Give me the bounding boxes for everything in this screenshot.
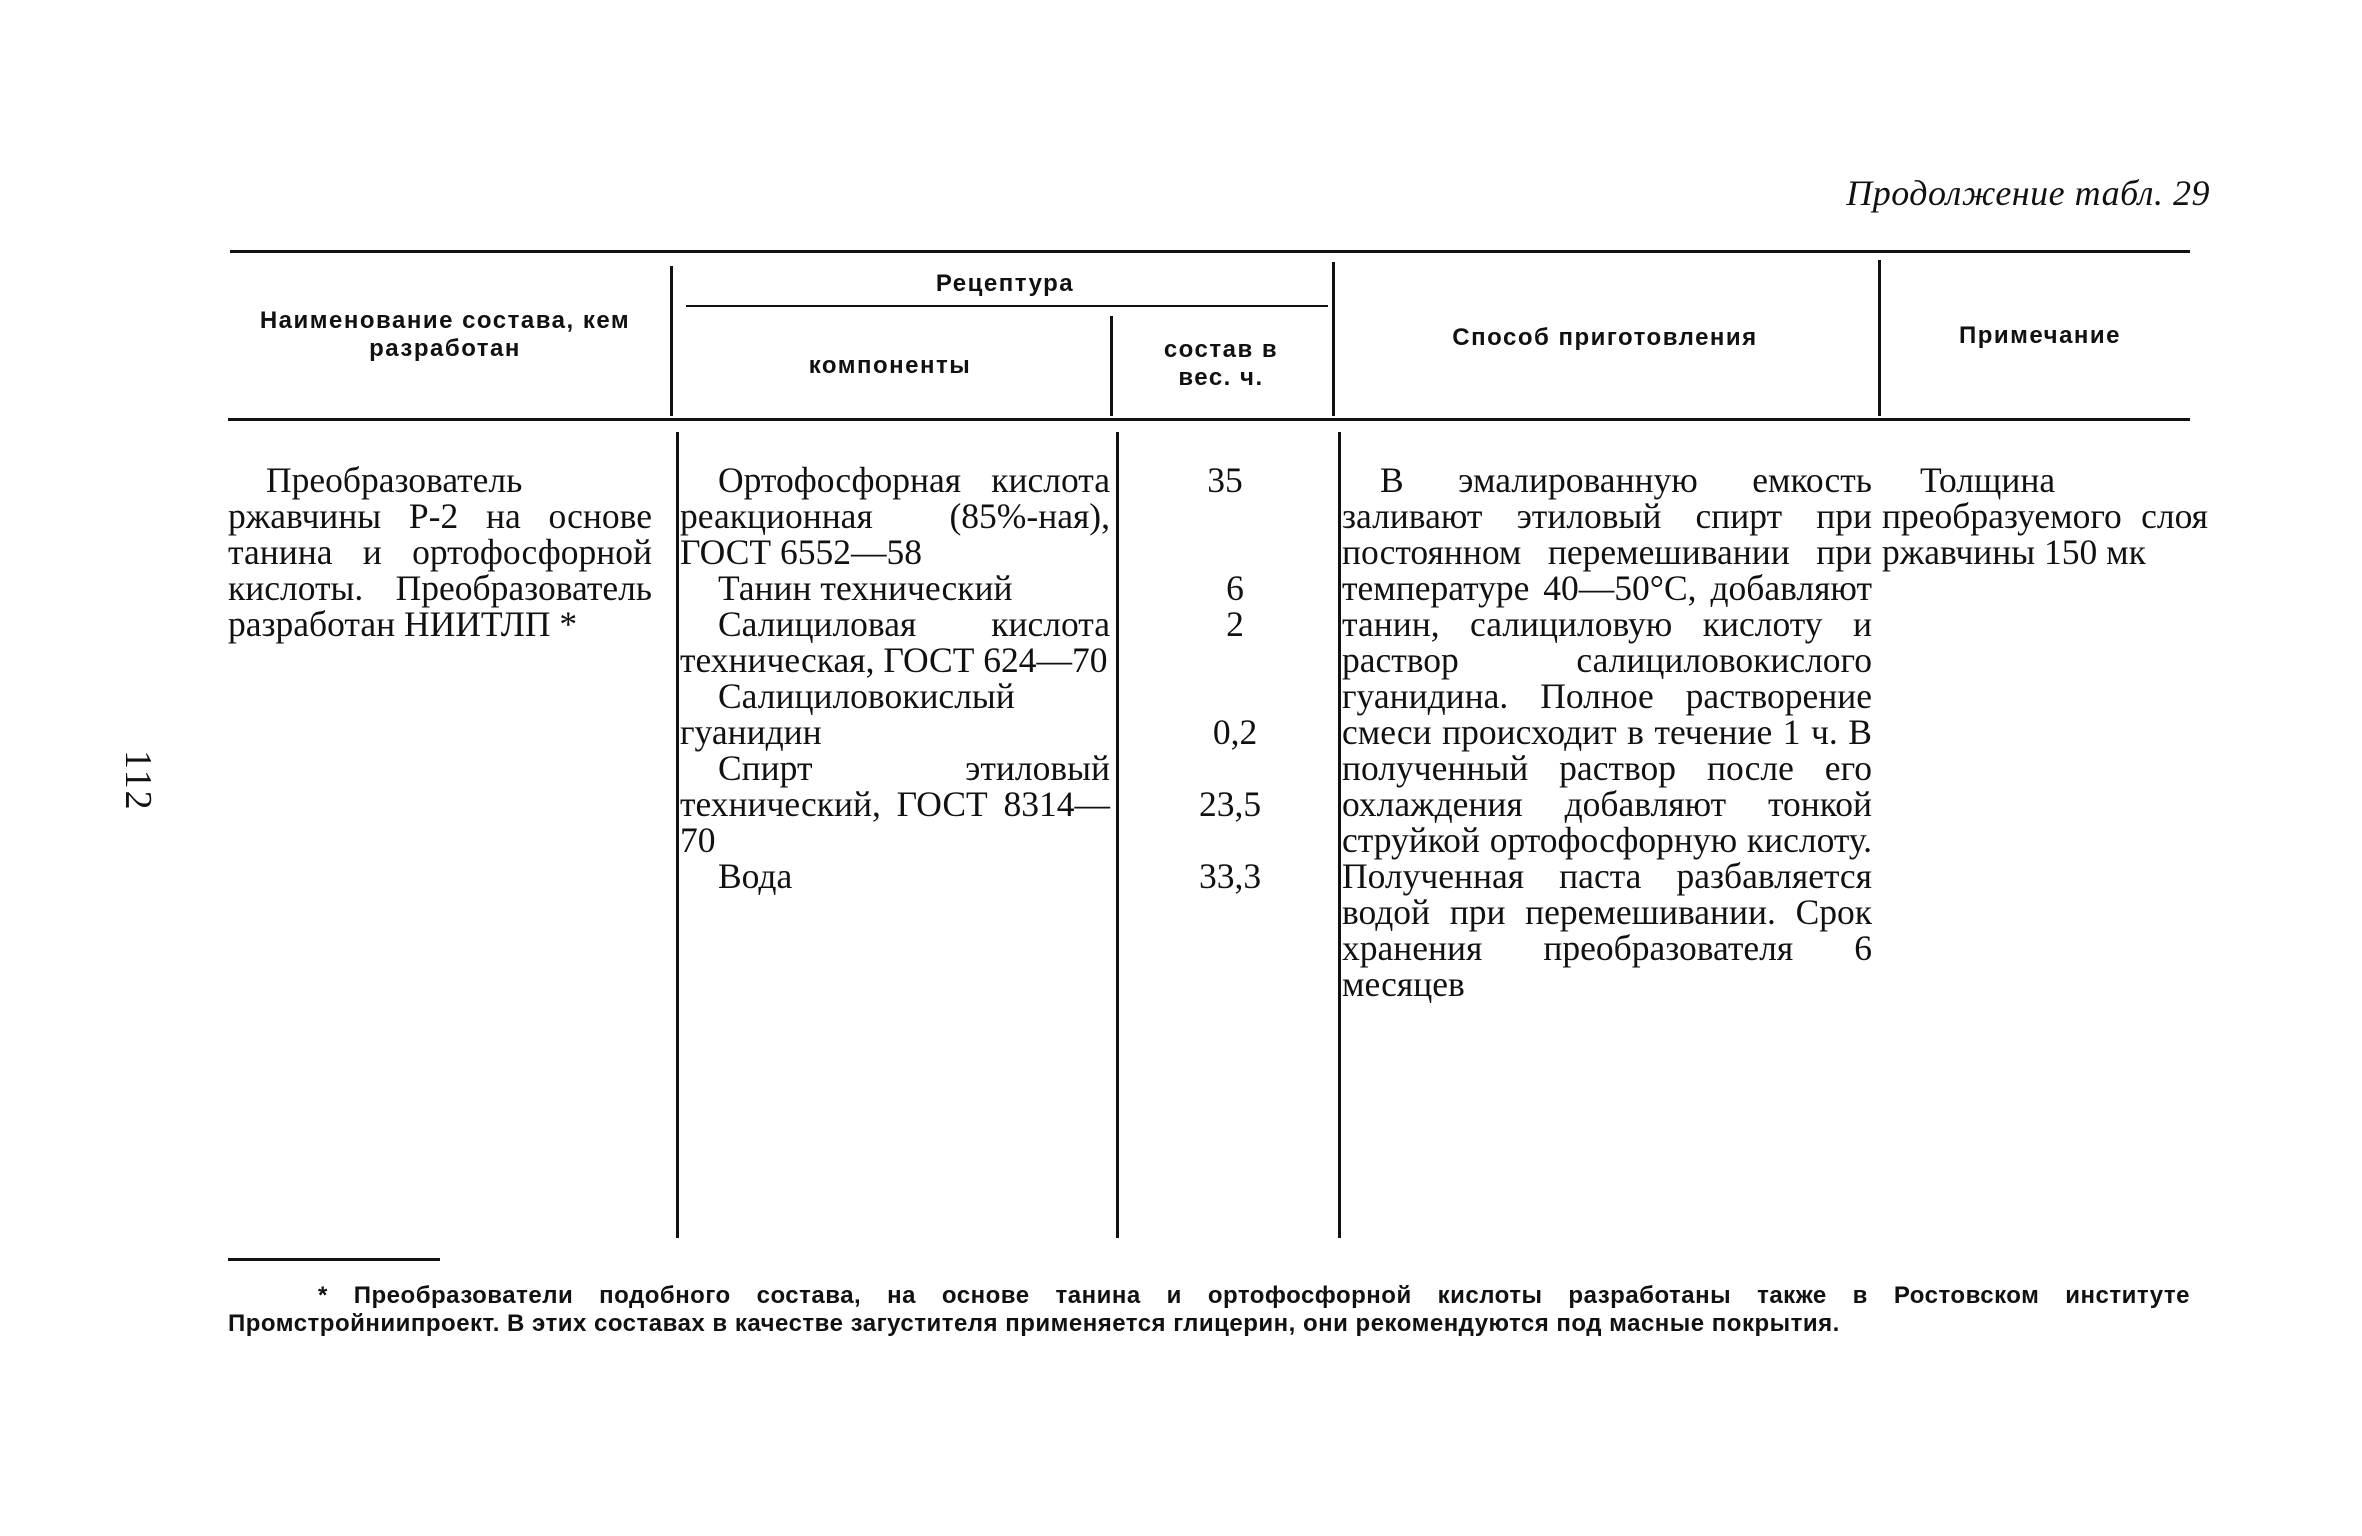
note-text: Толщина преобразуемого слоя ржавчины 150 мк — [1882, 460, 2208, 572]
header-divider-4 — [1878, 260, 1881, 416]
component-item: Танин технический — [718, 568, 1013, 608]
component-value: 35 — [1207, 460, 1243, 500]
header-components: компоненты — [808, 352, 972, 379]
component-value: 6 — [1226, 568, 1244, 608]
page-number: 112 — [117, 750, 159, 812]
recipe-sub-rule — [686, 305, 1328, 307]
header-recipe: Рецептура — [935, 270, 1075, 297]
component-item: Салициловая кислота техническая, ГОСТ 624—70 — [680, 604, 1110, 680]
component-value: 33,3 — [1198, 856, 1262, 896]
component-item: Ортофосфорная кислота реакционная (85%-ная), ГОСТ 6552—58 — [680, 460, 1110, 572]
header-composition: состав в вес. ч. — [1163, 336, 1279, 391]
components-list — [680, 462, 1110, 894]
body-divider-2 — [1116, 432, 1119, 1238]
body-divider-1 — [676, 432, 679, 1238]
component-item: Вода — [718, 856, 793, 896]
preparation-method: В эмалированную емкость заливают этиловый спирт при постоянном перемешивании при температуре 40—50°С, добавляют танин, салициловую кислоту и раствор салициловокислого гуанидина. Полное растворение смеси происходит в течение 1 ч. В полученный раствор после его охлаждения добавляют тонкой струйкой ортофосфорную кислоту. Полученная паста разбавляется водой при перемешивании. Срок хранения преобразователя 6 месяцев — [1342, 460, 1872, 1004]
component-value: 2 — [1226, 604, 1244, 644]
body-divider-3 — [1338, 432, 1341, 1238]
header-divider-3 — [1332, 262, 1335, 416]
table-caption: Продолжение табл. 29 — [1846, 173, 2210, 213]
header-method: Способ приготовления — [1452, 324, 1758, 351]
component-value: 0,2 — [1212, 712, 1258, 752]
header-divider-2 — [1110, 316, 1113, 416]
component-item: Салициловокислый гуанидин — [680, 676, 1015, 752]
component-item: Спирт этиловый технический, ГОСТ 8314—70 — [680, 748, 1110, 860]
footnote: * Преобразователи подобного состава, на основе танина и ортофосфорной кислоты разработаны также в Ростовском институте Промстройниипроект. В этих составах в качестве загустителя применяется глицерин, они рекомендуются под масные покрытия. — [228, 1282, 2190, 1337]
header-bottom-rule — [228, 418, 2190, 421]
footnote-rule — [228, 1258, 440, 1261]
component-value: 23,5 — [1198, 784, 1262, 824]
header-name: Наименование состава, кем разработан — [259, 307, 631, 362]
header-divider-1 — [670, 266, 673, 416]
table-top-rule — [230, 250, 2190, 253]
composition-name: Преобразователь ржавчины Р-2 на основе танина и ортофосфорной кислоты. Преобразователь разработан НИИТЛП * — [228, 460, 652, 644]
header-note: Примечание — [1958, 322, 2122, 349]
